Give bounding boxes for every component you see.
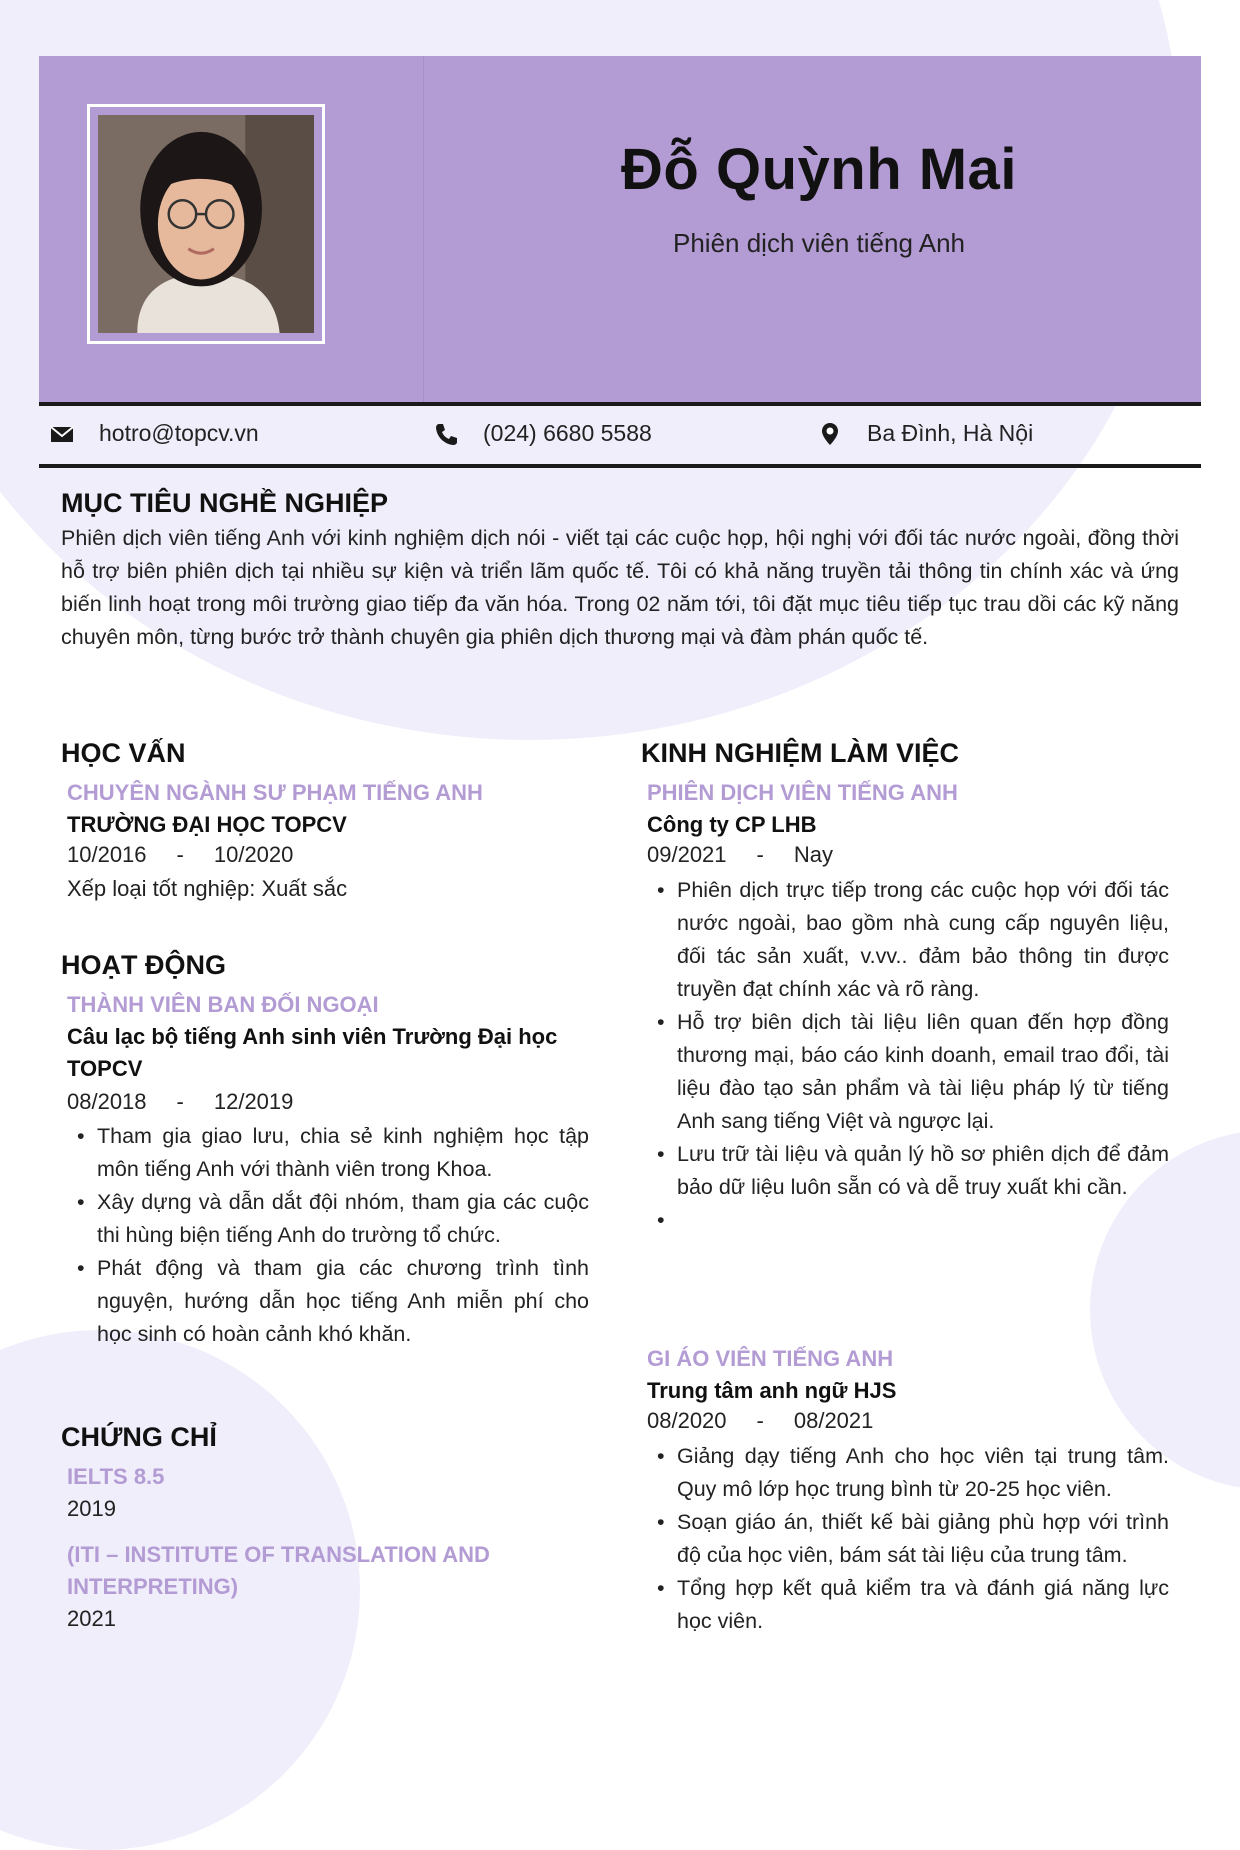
list-item: • Phát động và tham gia các chương trình tình nguyện, hướng dẫn học tiếng Anh miễn phí cho học sinh có hoàn cảnh khó khăn. (67, 1252, 589, 1351)
activity-role: THÀNH VIÊN BAN ĐỐI NGOẠI (67, 992, 379, 1017)
date-separator: - (176, 1089, 184, 1114)
address-text: Ba Đình, Hà Nội (867, 420, 1034, 446)
activity-org: Câu lạc bộ tiếng Anh sinh viên Trường Đại học TOPCV (67, 1024, 558, 1081)
certificate-name: (ITI – INSTITUTE OF TRANSLATION AND INTERPRETING) (67, 1542, 490, 1599)
activity-bullets (67, 1120, 589, 1351)
activity-end: 12/2019 (213, 1089, 294, 1114)
job-bullets (647, 1440, 1169, 1638)
date-separator: - (756, 1408, 764, 1433)
education-end: 10/2020 (213, 842, 294, 867)
job-start: 08/2020 (647, 1408, 727, 1433)
objective-title: MỤC TIÊU NGHỀ NGHIỆP (61, 488, 389, 518)
photo-frame (87, 104, 325, 344)
certificate-name: IELTS 8.5 (67, 1464, 165, 1489)
certificate-year: 2021 (67, 1606, 116, 1631)
candidate-job-title: Phiên dịch viên tiếng Anh (673, 228, 965, 258)
list-item: • Lưu trữ tài liệu và quản lý hồ sơ phiên dịch để đảm bảo dữ liệu luôn sẵn có và dễ truy xuất khi cần. (647, 1138, 1169, 1204)
objective-text: Phiên dịch viên tiếng Anh với kinh nghiệm dịch nói - viết tại các cuộc họp, hội nghị với đối tác nước ngoài, đồng thời hỗ trợ biên phiên dịch tại nhiều sự kiện và triển lãm quốc tế. Tôi có khả năng truyền tải thông tin chính xác và ứng biến linh hoạt trong môi trường giao tiếp đa văn hóa. Trong 02 năm tới, tôi đặt mục tiêu tiếp tục trau dồi các kỹ năng chuyên môn, từng bước trở thành chuyên gia phiên dịch thương mại và đàm phán quốc tế. (61, 526, 1179, 649)
phone-text: (024) 6680 5588 (483, 420, 652, 446)
date-separator: - (176, 842, 184, 867)
contact-email[interactable] (49, 420, 259, 447)
job-company: Trung tâm anh ngữ HJS (647, 1378, 897, 1403)
education-school: TRƯỜNG ĐẠI HỌC TOPCV (67, 812, 347, 837)
job-role: GI ÁO VIÊN TIẾNG ANH (647, 1346, 894, 1371)
contact-bar (39, 406, 1201, 468)
education-major: CHUYÊN NGÀNH SƯ PHẠM TIẾNG ANH (67, 780, 483, 805)
email-text: hotro@topcv.vn (99, 420, 259, 446)
list-item: • Giảng dạy tiếng Anh cho học viên tại trung tâm. Quy mô lớp học trung bình từ 20-25 học viên. (647, 1440, 1169, 1506)
certificates-title: CHỨNG CHỈ (61, 1422, 217, 1452)
education-title: HỌC VẤN (61, 738, 186, 768)
list-item: • Soạn giáo án, thiết kế bài giảng phù hợp với trình độ của học viên, bám sát tài liệu của trung tâm. (647, 1506, 1169, 1572)
job-role: PHIÊN DỊCH VIÊN TIẾNG ANH (647, 780, 958, 805)
list-item: • Phiên dịch trực tiếp trong các cuộc họp với đối tác nước ngoài, bao gồm nhà cung cấp nguyên liệu, đối tác sản xuất, v.vv.. đảm bảo thông tin được truyền đạt chính xác và rõ ràng. (647, 874, 1169, 1006)
list-item: • Tham gia giao lưu, chia sẻ kinh nghiệm học tập môn tiếng Anh với thành viên trong Khoa. (67, 1120, 589, 1186)
contact-phone[interactable] (433, 420, 652, 447)
list-item: • Hỗ trợ biên dịch tài liệu liên quan đến hợp đồng thương mại, báo cáo kinh doanh, email trao đổi, tài liệu đào tạo sản phẩm và tài liệu pháp lý từ tiếng Anh sang tiếng Việt và ngược lại. (647, 1006, 1169, 1138)
candidate-name: Đỗ Quỳnh Mai (621, 137, 1017, 202)
job-end: Nay (793, 842, 833, 867)
header-banner (39, 56, 1201, 406)
education-note: Xếp loại tốt nghiệp: Xuất sắc (67, 876, 348, 901)
job-company: Công ty CP LHB (647, 812, 817, 837)
job-dates (647, 842, 833, 868)
activities-title: HOẠT ĐỘNG (61, 950, 226, 980)
portrait-photo (98, 115, 314, 333)
job-start: 09/2021 (647, 842, 727, 867)
list-item: • Xây dựng và dẫn dắt đội nhóm, tham gia các cuộc thi hùng biện tiếng Anh do trường tổ chức. (67, 1186, 589, 1252)
location-pin-icon (817, 421, 843, 447)
job-end: 08/2021 (793, 1408, 874, 1433)
date-separator: - (756, 842, 764, 867)
contact-address (817, 420, 1033, 447)
list-item (647, 1204, 1169, 1237)
education-dates (67, 842, 293, 868)
certificate-year: 2019 (67, 1496, 116, 1521)
activity-dates (67, 1089, 293, 1115)
phone-icon (433, 421, 459, 447)
job-dates (647, 1408, 873, 1434)
education-start: 10/2016 (67, 842, 147, 867)
job-bullets (647, 874, 1169, 1237)
list-item: • Tổng hợp kết quả kiểm tra và đánh giá năng lực học viên. (647, 1572, 1169, 1638)
experience-title: KINH NGHIỆM LÀM VIỆC (641, 738, 960, 768)
envelope-icon (49, 421, 75, 447)
header-divider (423, 56, 424, 402)
activity-start: 08/2018 (67, 1089, 147, 1114)
